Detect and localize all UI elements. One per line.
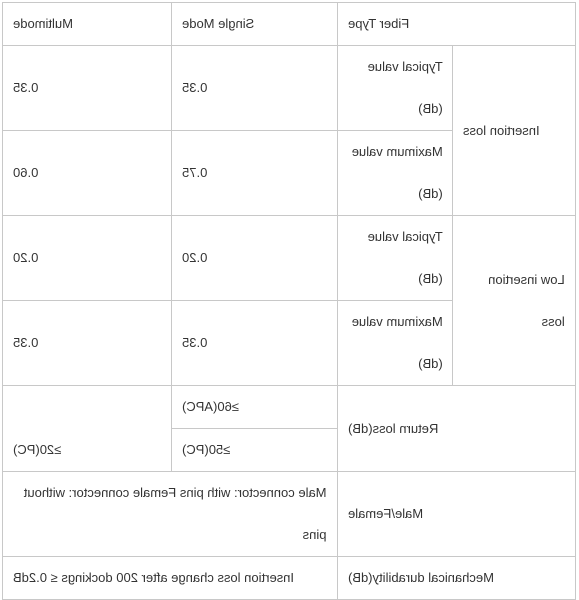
il-max-single: 0.75 bbox=[172, 131, 338, 216]
return-loss-multi: ≥20(PC) bbox=[3, 386, 172, 472]
mechanical-durability-row bbox=[3, 557, 576, 600]
lil-typical-multi: 0.20 bbox=[3, 216, 172, 301]
il-typical-label: Typical value (dB) bbox=[337, 46, 453, 131]
return-loss-label: Return loss(dB) bbox=[337, 386, 575, 472]
insertion-loss-label: Insertion loss bbox=[453, 46, 576, 216]
lil-typical-single: 0.20 bbox=[172, 216, 338, 301]
fiber-spec-table bbox=[2, 2, 576, 600]
male-female-value: Male connector: with pins Female connector: without pins bbox=[3, 472, 338, 557]
low-insertion-loss-label: Low insertion loss bbox=[453, 216, 576, 386]
return-loss-apc: ≥60(APC) bbox=[172, 386, 338, 429]
lil-max-single: 0.35 bbox=[172, 301, 338, 386]
header-row bbox=[3, 3, 576, 46]
mechanical-durability-label: Mechanical durability(dB) bbox=[337, 557, 575, 600]
il-typical-single: 0.35 bbox=[172, 46, 338, 131]
return-loss-apc-row bbox=[3, 386, 576, 429]
male-female-row bbox=[3, 472, 576, 557]
lil-max-multi: 0.35 bbox=[3, 301, 172, 386]
lil-max-label: Maximum value (dB) bbox=[337, 301, 453, 386]
insertion-loss-typical-row bbox=[3, 46, 576, 131]
header-fiber-type: Fiber Type bbox=[337, 3, 575, 46]
male-female-label: Male/Female bbox=[337, 472, 575, 557]
lil-typical-label: Typical value (dB) bbox=[337, 216, 453, 301]
header-multimode: Multimode bbox=[3, 3, 172, 46]
il-max-label: Maximum value (dB) bbox=[337, 131, 453, 216]
low-insertion-loss-typical-row bbox=[3, 216, 576, 301]
mechanical-durability-value: Insertion loss change after 200 dockings ≤ 0.2dB bbox=[3, 557, 338, 600]
il-typical-multi: 0.35 bbox=[3, 46, 172, 131]
il-max-multi: 0.60 bbox=[3, 131, 172, 216]
header-single-mode: Single Mode bbox=[172, 3, 338, 46]
return-loss-pc-single: ≥50(PC) bbox=[172, 429, 338, 472]
